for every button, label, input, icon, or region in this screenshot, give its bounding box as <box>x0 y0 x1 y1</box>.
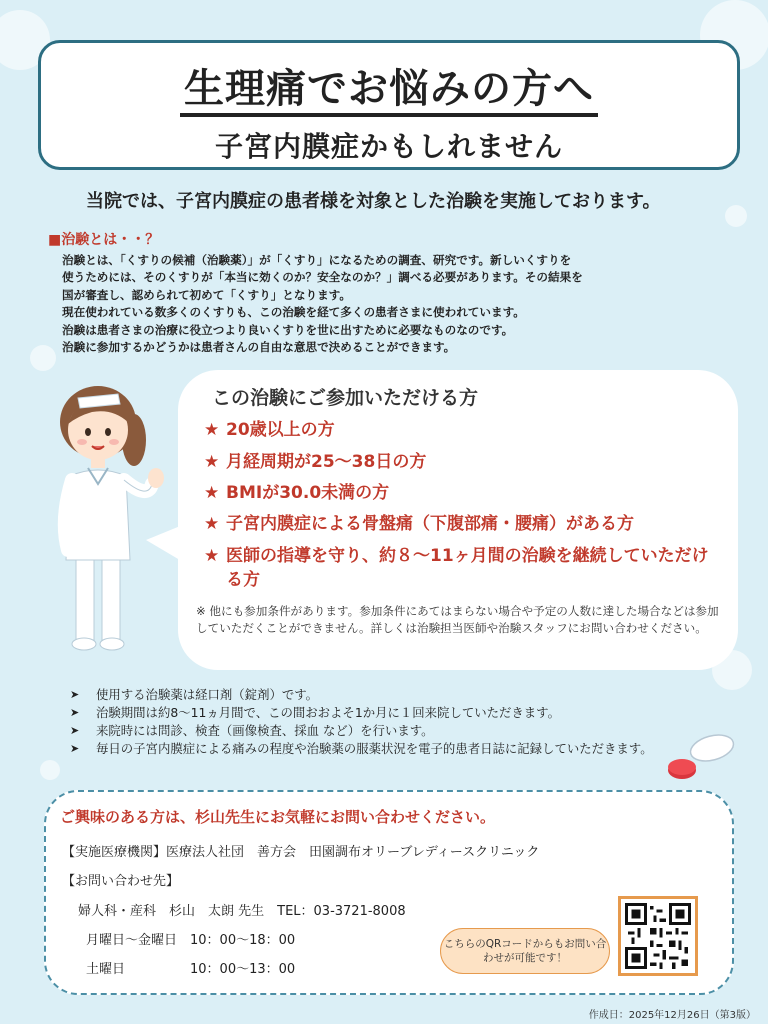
star-icon: ★ <box>204 452 220 472</box>
background-bubble <box>30 345 56 371</box>
hours-saturday: 土曜日 10：00～13：00 <box>86 962 296 977</box>
page-subtitle: 子宮内膜症かもしれません <box>214 130 563 163</box>
eligibility-note: ※ 他にも参加条件があります。参加条件にあてはまらない場合や予定の人数に達した場合などは参加していただくことができません。詳しくは治験担当医師や治験スタッフにお問い合わせください。 <box>196 604 719 635</box>
hours-weekday: 月曜日～金曜日 10：00～18：00 <box>86 933 296 948</box>
star-icon: ★ <box>204 420 220 440</box>
star-icon: ★ <box>204 514 220 534</box>
inquiry-label: 【お問い合わせ先】 <box>62 874 180 889</box>
arrow-icon: ➤ <box>70 742 80 755</box>
doctor-contact: 婦人科・産科 杉山 太朗 先生 TEL：03-3721-8008 <box>78 904 406 919</box>
about-line: 治験に参加するかどうかは患者さんの自由な意思で決めることができます。 <box>62 340 456 355</box>
about-line: 治験とは、「くすりの候補（治験薬）」が「くすり」になるための調査、研究です。新しいくすりを <box>62 253 572 267</box>
qr-note: こちらのQRコードからもお問い合わせが可能です！ <box>440 928 610 974</box>
speech-bubble-tail <box>146 522 190 566</box>
eligibility-title: この治験にご参加いただける方 <box>212 387 479 409</box>
star-icon: ★ <box>204 483 220 503</box>
institution-text: 【実施医療機関】医療法人社団 善方会 田園調布オリーブレディースクリニック <box>62 845 540 860</box>
title-box <box>38 40 740 170</box>
about-line: 治験は患者さまの治療に役立つより良いくすりを世に出すために必要なものなのです。 <box>62 322 514 337</box>
eligibility-item: ★ 医師の指導を守り、約８～11ヶ月間の治験を継続していただける方 <box>204 546 709 590</box>
qr-code[interactable] <box>618 896 698 976</box>
qr-code-icon <box>625 903 691 969</box>
details-list <box>70 686 710 758</box>
pill-illustration <box>660 728 740 788</box>
arrow-icon: ➤ <box>70 688 80 701</box>
about-line: 現在使われている数多くのくすりも、この治験を経て多くの患者さまに使われています。 <box>62 305 525 320</box>
about-line: 使うためには、そのくすりが「本当に効くのか？安全なのか？」調べる必要があります。その結果を <box>62 270 583 285</box>
contact-heading: ご興味のある方は、杉山先生にお気軽にお問い合わせください。 <box>60 808 496 826</box>
arrow-icon: ➤ <box>70 706 80 719</box>
eligibility-item: ★ BMIが30.0未満の方 <box>204 483 390 503</box>
list-item: ➤ 治験期間は約8～11ヵ月間で、この間おおよそ1か月に１回来院していただきます。 <box>70 705 560 720</box>
about-body <box>62 252 722 356</box>
list-item: ➤ 毎日の子宮内膜症による痛みの程度や治験薬の服薬状況を電子的患者日誌に記録していただきます。 <box>70 741 653 756</box>
list-item: ➤ 使用する治験薬は経口剤（錠剤）です。 <box>70 687 319 702</box>
eligibility-item: ★ 月経周期が25～38日の方 <box>204 452 427 472</box>
about-line: 国が審査し、認められて初めて「くすり」となります。 <box>62 287 351 302</box>
created-date: 作成日：2025年12月26日（第3版） <box>588 1010 756 1021</box>
list-item: ➤ 来院時には問診、検査（画像検査、採血 など）を行います。 <box>70 723 434 738</box>
eligibility-item: ★ 子宮内膜症による骨盤痛（下腹部痛・腰痛）がある方 <box>204 514 634 534</box>
page-title: 生理痛でお悩みの方へ <box>41 57 737 114</box>
star-icon: ★ <box>204 546 220 566</box>
arrow-icon: ➤ <box>70 724 80 737</box>
eligibility-item: ★ 20歳以上の方 <box>204 420 335 440</box>
lead-text: 当院では、子宮内膜症の患者様を対象とした治験を実施しております。 <box>86 191 661 212</box>
background-bubble <box>725 205 747 227</box>
background-bubble <box>40 760 60 780</box>
about-heading: ■治験とは・・？ <box>48 232 160 248</box>
nurse-illustration <box>48 380 178 660</box>
